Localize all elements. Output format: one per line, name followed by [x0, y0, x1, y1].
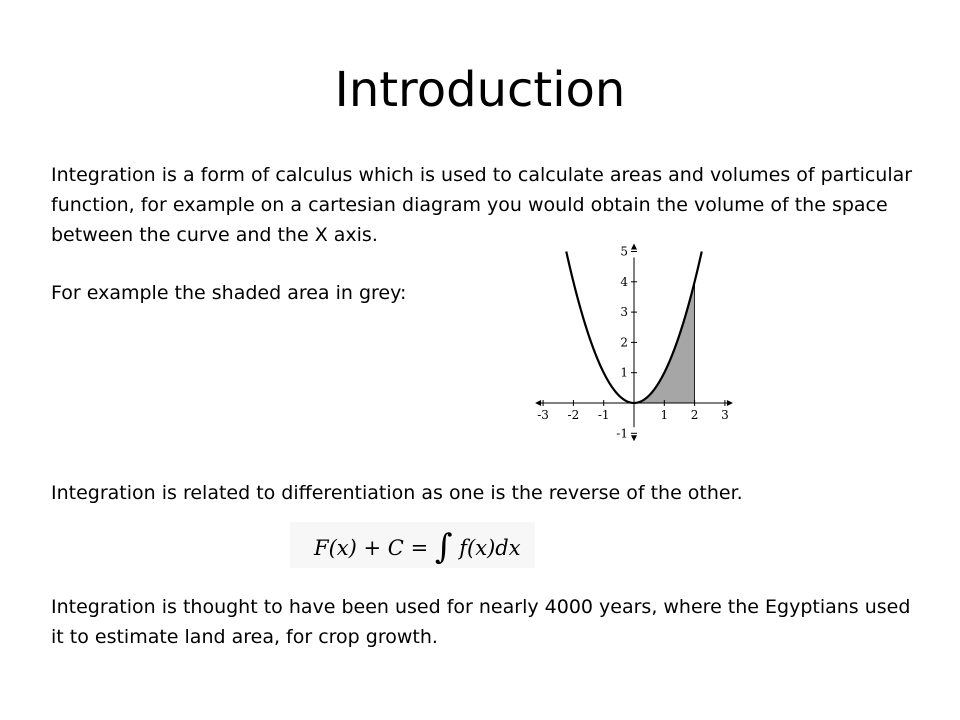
intro-paragraph: Integration is a form of calculus which is used to calculate areas and volumes of particular function, for example on a cartesian diagram you would obtain the volume of the space between the curve and the X axis. [51, 164, 913, 246]
y-tick-label: 1 [620, 365, 628, 380]
formula-constant: C [387, 536, 404, 560]
differentiation-paragraph: Integration is related to differentiation as one is the reverse of the other. [51, 482, 743, 504]
y-axis-arrow-down [631, 435, 637, 441]
formula-plus: + [363, 536, 382, 560]
slide-title: Introduction [334, 62, 626, 118]
y-tick-label: -1 [616, 426, 628, 441]
history-paragraph: Integration is thought to have been used for nearly 4000 years, where the Egyptians used it to estimate land area, for crop growth. [51, 596, 911, 648]
x-tick-label: 1 [660, 408, 669, 422]
y-tick-label: 5 [620, 244, 628, 259]
x-axis-arrow-left [535, 400, 541, 406]
integral-formula [290, 522, 535, 568]
formula-integrand: f(x)dx [459, 536, 521, 560]
y-tick-label: 4 [620, 274, 628, 289]
x-tick-label: -2 [567, 408, 580, 422]
y-tick-label: 2 [620, 335, 628, 350]
x-tick-label: 2 [690, 408, 699, 422]
formula-lhs: F(x) [314, 536, 357, 560]
integral-sign: ∫ [434, 527, 453, 567]
x-axis-arrow-right [727, 400, 733, 406]
x-tick-label: -1 [597, 408, 610, 422]
y-axis-arrow-up [631, 244, 637, 250]
y-tick-label: 3 [620, 305, 628, 320]
x-tick-label: -3 [537, 408, 549, 422]
formula-equals: = [410, 536, 429, 560]
parabola-plot [528, 238, 750, 448]
x-tick-label: 3 [721, 408, 729, 422]
shaded-area [634, 282, 695, 403]
formula-expression [314, 527, 521, 567]
shaded-area-paragraph: For example the shaded area in grey: [51, 282, 407, 304]
